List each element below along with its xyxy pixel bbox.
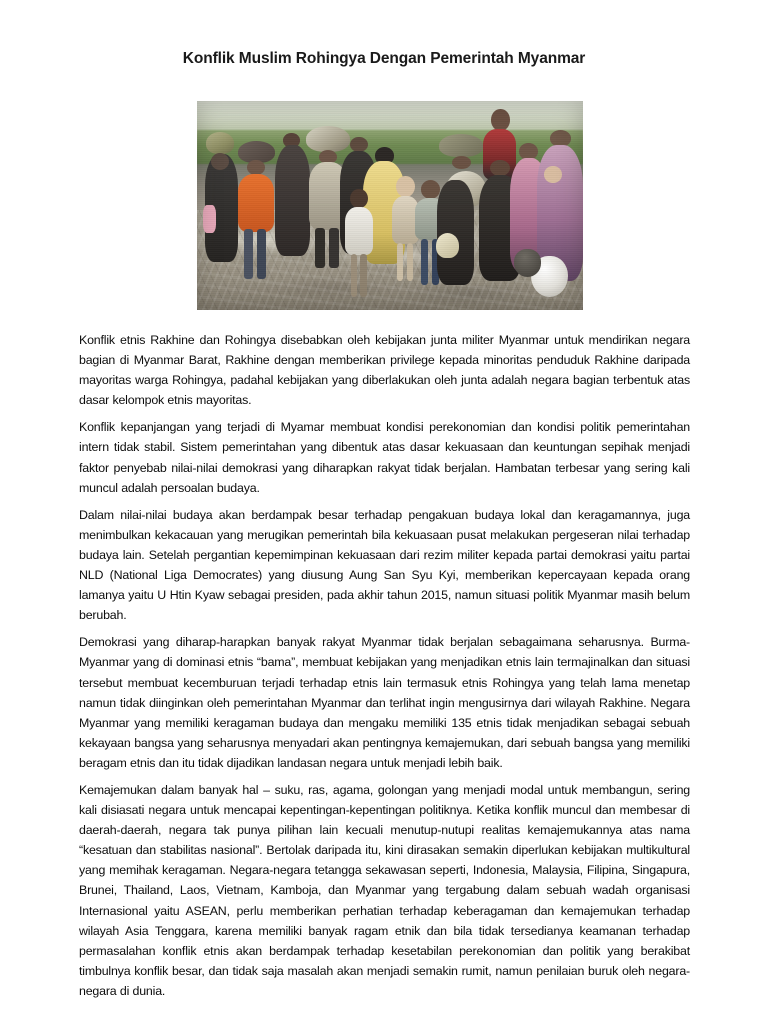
crowd-figure bbox=[205, 132, 240, 262]
photo-water-pot bbox=[514, 249, 541, 276]
photo-carried-bag bbox=[436, 233, 459, 258]
paragraph: Konflik kepanjangan yang terjadi di Myamar membuat kondisi perekonomian dan kondisi politik pemerintahan intern tidak stabil. Sistem pemerintahan yang dibentuk atas dasar kekuasaan dan keuntungan sepihak menjadi faktor penyebab nilai-nilai demokrasi yang diharapkan rakyat tidak berjalan. Hambatan terbesar yang sering kali muncul adalah persoalan budaya. bbox=[79, 420, 690, 495]
paragraph: Konflik etnis Rakhine dan Rohingya disebabkan oleh kebijakan junta militer Myanmar untuk mendirikan negara bagian di Myanmar Barat, Rakhine dengan memberikan privilege kepada minoritas penduduk Rakhine daripada mayoritas warga Rohingya, padahal kebijakan yang diberlakukan oleh junta adalah negara bagian terbentuk atas dasar kelompok etnis mayoritas. bbox=[79, 333, 690, 408]
refugee-photo-figure bbox=[197, 101, 583, 310]
page-title: Konflik Muslim Rohingya Dengan Pemerintah Myanmar bbox=[182, 50, 586, 68]
paragraph: Dalam nilai-nilai budaya akan berdampak besar terhadap pengakuan budaya lokal dan keragamannya, juga menimbulkan kekacauan yang merugikan pemerintah bila kekuasaan pusat melakukan pergeseran nilai terhadap budaya lain. Setelah pergantian kepemimpinan kekuasaan dari rezim militer kepada partai demokrasi yaitu partai NLD (National Liga Democrates) yang diusung Aung San Syu Kyi, memberikan kepercayaan kepada orang lamanya yaitu U Htin Kyaw sebagai presiden, pada akhir tahun 2015, namun situasi politik Myanmar masih belum berubah. bbox=[79, 507, 690, 623]
refugee-photo bbox=[197, 101, 583, 310]
article-body bbox=[79, 330, 690, 1001]
paragraph: Kemajemukan dalam banyak hal – suku, ras, agama, golongan yang menjadi modal untuk membangun, sering kali disiasati negara untuk mencapai kepentingan-kepentingan politiknya. Ketika konflik muncul dan membesar di daerah-daerah, negara tak punya pilihan lain kecuali menutup-nutupi realitas kemajemukannya atas nama “kesatuan dan stabilitas nasional”. Bertolak daripada itu, kini dirasakan semakin diperlukan kebijakan multikultural yang memihak keragaman. Negara-negara tetangga sekawasan seperti, Indonesia, Malaysia, Filipina, Singapura, Brunei, Thailand, Laos, Vietnam, Kamboja, dan Myanmar yang tergabung dalam sebuah wadah organisasi Internasional yaitu ASEAN, perlu memberikan perhatian terhadap keberagaman dan kemajemukan terhadap wilayah Asia Tenggara, karena memiliki banyak ragam etnik dan bila tidak tersedianya keamanan terhadap permasalahan konflik etnis akan berdampak terhadap kesetabilan perekonomian dan politik yang berakibat timbulnya konflik besar, dan tidak saja masalah akan menjadi semakin rumit, namun penilaian buruk oleh negara-negara di dunia. bbox=[79, 782, 690, 998]
paragraph: Demokrasi yang diharap-harapkan banyak rakyat Myanmar tidak berjalan sebagaimana seharusnya. Burma-Myanmar yang di dominasi etnis “bama”, membuat kebijakan yang menjadikan etnis lain termajinalkan dan situasi tersebut membuat kecemburuan terjadi terhadap etnis lain termasuk etnis Rohingya yang telah lama menetap namun tidak diinginkan oleh pemerintahan Myanmar dan terlihat ingin mengusirnya dari wilayah Rakhine. Negara Myanmar yang memiliki keragaman budaya dan mengaku memiliki 135 etnis tidak menjadikan sebagai sebuah kekayaan bangsa yang seharusnya menyadari akan pentingnya kemajemukan, dari sebuah bangsa yang memiliki beragam etnis dan itu tidak dijadikan landasan negara untuk menjadi lebih baik. bbox=[79, 635, 690, 770]
crowd-figure bbox=[344, 189, 375, 298]
crowd-figure bbox=[236, 141, 278, 279]
